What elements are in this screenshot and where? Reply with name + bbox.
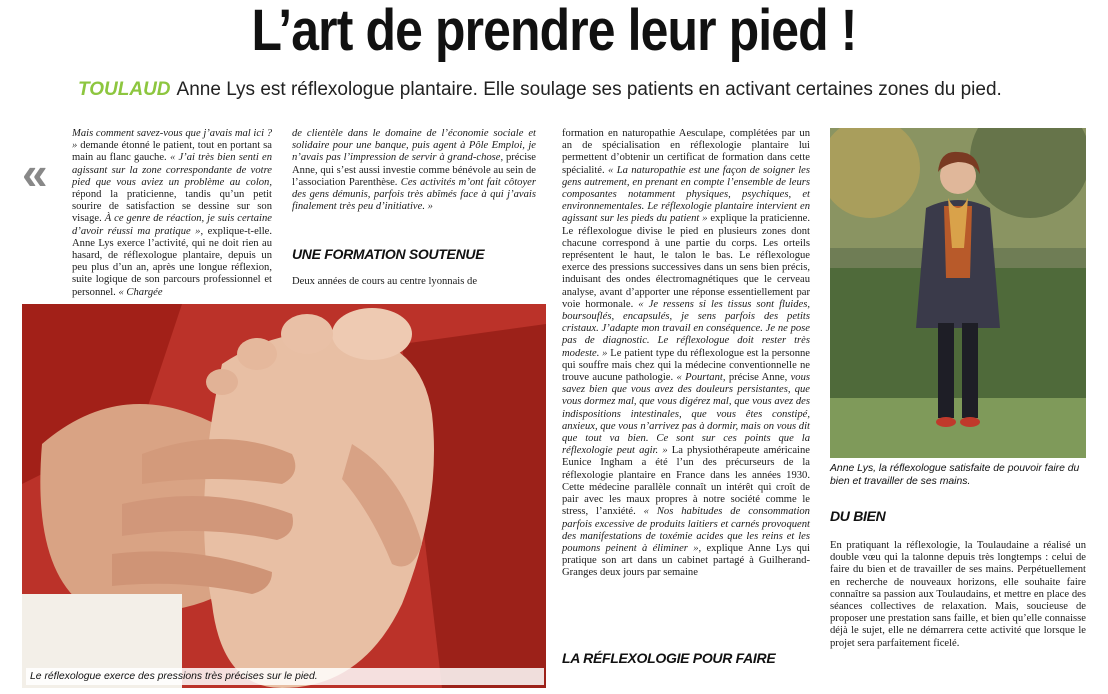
col2-text-1: précise Anne, qui s’est aussi investie comme bénévole au sein de l’association Parenthèse.: [292, 152, 536, 188]
col3-text-4: précise Anne,: [725, 372, 791, 384]
dek-text: Anne Lys est réflexologue plantaire. Elle soulage ses patients en activant certaines zones du pied.: [176, 79, 1002, 100]
col3-text-2: explique la praticienne. Le réflexologue divise le pied en plusieurs zones dont chacune correspond à une partie du corps. Les orteils représentent le haut, le talon le bas. Le réflexologue exerce des pressions successives dans un sens bien précis, induisant des ondes électromagnétiques que le cerveau analyse, avant d’apporter une réponse essentiellement par voie hormonale.: [562, 213, 810, 310]
col1-text-2: répond la praticienne, tandis qu’un petit sourire de satisfaction se dessine sur son visage.: [72, 189, 272, 225]
column-1-text: [72, 128, 272, 299]
col3-quote-3: « Pourtant,: [676, 372, 726, 384]
headline: L’art de prendre leur pied !: [251, 0, 857, 63]
article-column-4: [830, 540, 1086, 650]
column-2-text: [292, 128, 536, 213]
portrait-photo: [830, 128, 1086, 458]
col3-quote-5: « Nos habitudes de consommation parfois excessive de produits laitiers et carnés provoquent des manifestations de toxémie acides que les reins et les poumons peinent à éliminer »: [562, 506, 810, 554]
col1-text-1: demande étonné le patient, tout en portant sa main au flanc gauche.: [72, 140, 272, 164]
column-3-text: [562, 128, 810, 580]
col3-text-1: formation en naturopathie Aesculape, complétées par un an de spécialisation en réflexologie plantaire lui permettent d’obtenir un certificat de formation dans cette spécialité.: [562, 128, 810, 176]
photo-2-caption: Anne Lys, la réflexologue satisfaite de pouvoir faire du bien et travailler de ses mains.: [830, 463, 1080, 487]
col1-text-3: , explique-t-elle. Anne Lys exerce l’activité, qui ne doit rien au hasard, de réflexologue plantaire, depuis un peu plus d’un an, après une longue réflexion, suite logique de son parcours professionnel et personnel.: [72, 225, 273, 298]
subhead-formation: UNE FORMATION SOUTENUE: [292, 246, 485, 262]
col1-quote-1: Mais comment savez-vous que j’avais mal ici ? »: [72, 128, 272, 152]
quote-mark-icon: «: [22, 147, 48, 199]
col2-quote-1: de clientèle dans le domaine de l’économie sociale et solidaire pour une banque, puis agent à Pôle Emploi, je n’avais pas l’impression de servir à grand-chose,: [292, 128, 536, 164]
col1-quote-2: « J’ai très bien senti en agissant sur la zone correspondante de votre pied que vous aviez un problème au colon,: [72, 152, 272, 188]
portrait-illustration: [830, 128, 1086, 458]
article-column-3: [562, 128, 810, 580]
foot-massage-photo: [22, 304, 546, 688]
col3-quote-4: vous savez bien que vous avez des douleurs persistantes, que vous dormez mal, que vous digérez mal, que vous avez des indispositions intestinales, que vous êtes constipé, anxieux, que vous n’arrivez pas à dormir, mais on vous dit que tout va bien. Ce sont sur ces points que la réflexologie peut agir. »: [562, 372, 811, 457]
article-column-2b: [292, 276, 536, 288]
col2-quote-2: Ces activités m’ont fait côtoyer des gens démunis, parfois très abîmés face à qui j’avais finalement très peu d’initiative. »: [292, 176, 536, 213]
dek-place: TOULAUD: [78, 79, 171, 100]
col3-text-6: , explique Anne Lys qui pratique son art dans un cabinet partagé à Guilherand-Granges deux jours par semaine: [562, 542, 810, 579]
subhead-du-bien: DU BIEN: [830, 508, 886, 524]
col3-quote-2: « Je ressens si les tissus sont fluides, boursouflés, encapsulés, je sens parfois des petits cristaux. J’adapte mon travail en conséquence. Je ne pose pas de diagnostic. Le réflexologue doit rester très modeste. »: [562, 298, 810, 359]
col4-text: En pratiquant la réflexologie, la Toulaudaine a réalisé un double vœu qui la talonne depuis très longtemps : celui de faire du bien et de travailler de ses mains. Perpétuellement en recherche de nouveaux horizons, elle souhaite faire connaître sa passion aux Toulaudains, et mettre en place des séances collectives de relaxation. Mais, soucieuse de proposer une prestation sans faille, et bien qu’elle connaisse déjà le sujet, elle ne démarrera cette activité que lorsque le projet sera parfaitement ficelé.: [830, 540, 1086, 649]
article-column-1: [72, 128, 272, 299]
article-column-2: [292, 128, 536, 213]
col2-text-2: Deux années de cours au centre lyonnais de: [292, 276, 478, 287]
col3-text-5: La physiothérapeute américaine Eunice Ingham a été l’un des précurseurs de la réflexologie plantaire en France dans les années 1930. Cette médecine parallèle connaît un intérêt qui croît de pair avec les maux propres à notre société comme le stress, l’anxiété.: [562, 445, 810, 518]
subhead-reflexologie: LA RÉFLEXOLOGIE POUR FAIRE: [562, 650, 776, 666]
photo-1-caption: Le réflexologue exerce des pressions très précises sur le pied.: [26, 668, 544, 685]
col1-quote-4: « Chargée: [118, 286, 163, 298]
dek: [78, 78, 1088, 102]
col1-quote-3: À ce genre de réaction, je suis certaine d’avoir réussi ma pratique »: [72, 213, 272, 237]
foot-photo-illustration: [22, 304, 546, 688]
col3-text-3: Le patient type du réflexologue est la personne qui souffre mais chez qui la médecine conventionnelle ne trouve aucune pathologie.: [562, 347, 810, 384]
col3-quote-1: « La naturopathie est une façon de soigner les gens autrement, en prenant en compte l’ensemble de leurs composantes notamment physiques, psychiques, et environnementales. Le réflexologie plantaire intervient en agissant sur les pieds du patient »: [562, 164, 810, 225]
